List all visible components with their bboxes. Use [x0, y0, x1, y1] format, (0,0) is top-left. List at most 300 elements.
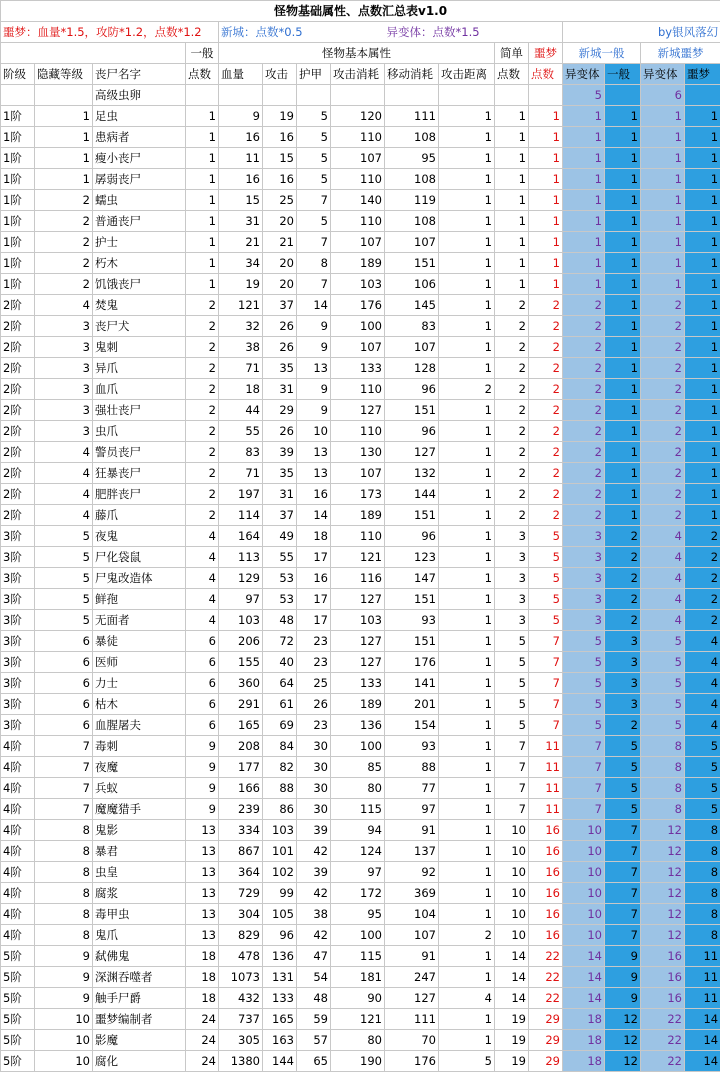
cell-attack-cost: 97 [331, 862, 385, 883]
cell-stage: 1阶 [1, 106, 35, 127]
cell-hidden-level: 7 [35, 736, 93, 757]
cell-hidden-level: 5 [35, 547, 93, 568]
cell-nc-normal: 7 [605, 841, 641, 862]
cell-attack: 16 [263, 169, 297, 190]
cell-armor: 48 [297, 988, 331, 1009]
cell-hidden-level: 3 [35, 379, 93, 400]
cell-move-cost: 97 [385, 799, 439, 820]
cell-move-cost: 96 [385, 526, 439, 547]
group-header-base-attrs: 怪物基本属性 [219, 43, 495, 64]
cell-zombie-name: 医师 [93, 652, 186, 673]
cell-points: 2 [186, 295, 219, 316]
new-city-multiplier-note: 新城：点数*0.5 [219, 22, 385, 43]
cell-hidden-level: 2 [35, 211, 93, 232]
cell-attack-cost: 110 [331, 379, 385, 400]
cell-nc-normal: 1 [605, 379, 641, 400]
cell-attack-range: 1 [439, 589, 495, 610]
table-row [1, 568, 720, 589]
cell-hidden-level: 10 [35, 1009, 93, 1030]
cell-nc-normal: 2 [605, 589, 641, 610]
cell-nm-nightmare: 1 [685, 400, 720, 421]
cell-stage: 3阶 [1, 694, 35, 715]
cell-move-cost: 70 [385, 1030, 439, 1051]
cell-nc-mutant: 7 [563, 736, 605, 757]
cell-hidden-level: 4 [35, 484, 93, 505]
cell-hp: 32 [219, 316, 263, 337]
cell-move-cost: 104 [385, 904, 439, 925]
cell-hidden-level: 5 [35, 568, 93, 589]
cell-easy-points: 1 [495, 106, 529, 127]
cell-attack-range: 1 [439, 337, 495, 358]
cell-nightmare-points: 29 [529, 1051, 563, 1072]
cell-armor: 13 [297, 358, 331, 379]
cell-easy-points: 3 [495, 526, 529, 547]
cell-nc-mutant: 5 [563, 673, 605, 694]
cell-nm-mutant: 22 [641, 1030, 685, 1051]
cell-nightmare-points: 22 [529, 967, 563, 988]
cell-zombie-name: 魔魔猎手 [93, 799, 186, 820]
cell-hidden-level: 5 [35, 526, 93, 547]
cell-armor: 17 [297, 610, 331, 631]
cell-nm-mutant: 2 [641, 442, 685, 463]
cell-nightmare-points: 5 [529, 547, 563, 568]
cell-easy-points: 19 [495, 1030, 529, 1051]
cell-nc-mutant: 1 [563, 211, 605, 232]
cell-attack-cost: 100 [331, 316, 385, 337]
cell-attack-cost: 189 [331, 253, 385, 274]
cell-hidden-level: 3 [35, 337, 93, 358]
cell-attack-range: 5 [439, 1051, 495, 1072]
cell-attack-range: 1 [439, 316, 495, 337]
cell-hp: 164 [219, 526, 263, 547]
cell-attack-cost: 103 [331, 610, 385, 631]
cell-nc-mutant: 1 [563, 274, 605, 295]
cell-easy-points: 3 [495, 589, 529, 610]
cell-nightmare-points: 22 [529, 988, 563, 1009]
group-header-normal: 一般 [186, 43, 219, 64]
cell-nc-mutant: 18 [563, 1051, 605, 1072]
cell-nc-mutant: 1 [563, 169, 605, 190]
cell-attack-range: 1 [439, 442, 495, 463]
cell-move-cost: 108 [385, 169, 439, 190]
cell-attack-range: 1 [439, 127, 495, 148]
cell-move-cost: 123 [385, 547, 439, 568]
cell-hidden-level: 2 [35, 190, 93, 211]
cell-nc-mutant: 1 [563, 190, 605, 211]
cell-attack-range: 1 [439, 673, 495, 694]
cell-nm-nightmare: 1 [685, 253, 720, 274]
cell-zombie-name: 丧尸犬 [93, 316, 186, 337]
cell-attack-range: 1 [439, 757, 495, 778]
cell-easy-points: 14 [495, 988, 529, 1009]
cell-hp: 291 [219, 694, 263, 715]
cell-easy-points: 3 [495, 547, 529, 568]
cell-nm-nightmare: 1 [685, 295, 720, 316]
cell-nc-mutant: 2 [563, 337, 605, 358]
cell-zombie-name: 藤爪 [93, 505, 186, 526]
cell-attack-cost: 115 [331, 946, 385, 967]
cell-attack: 61 [263, 694, 297, 715]
cell-armor: 5 [297, 148, 331, 169]
cell-nightmare-points: 16 [529, 883, 563, 904]
table-row [1, 463, 720, 484]
cell-attack-cost: 85 [331, 757, 385, 778]
cell-move-cost: 93 [385, 736, 439, 757]
cell-armor: 17 [297, 589, 331, 610]
cell-attack: 26 [263, 337, 297, 358]
cell-move-cost: 147 [385, 568, 439, 589]
cell-easy-points: 1 [495, 211, 529, 232]
cell-nm-nightmare: 1 [685, 106, 720, 127]
cell-hp: 103 [219, 610, 263, 631]
cell-nm-nightmare: 5 [685, 778, 720, 799]
cell-attack-range: 2 [439, 925, 495, 946]
group-header-nightmare: 噩梦 [529, 43, 563, 64]
cell-nm-nightmare: 14 [685, 1030, 720, 1051]
cell-zombie-name: 朽木 [93, 253, 186, 274]
cell-stage: 3阶 [1, 652, 35, 673]
cell-attack-cost: 130 [331, 442, 385, 463]
cell-points: 2 [186, 337, 219, 358]
cell-easy-points: 2 [495, 421, 529, 442]
cell-stage: 3阶 [1, 610, 35, 631]
cell-nm-nightmare: 1 [685, 169, 720, 190]
egg-blank [263, 85, 297, 106]
cell-points: 9 [186, 736, 219, 757]
cell-nm-mutant: 12 [641, 820, 685, 841]
cell-zombie-name: 鲜孢 [93, 589, 186, 610]
cell-nm-nightmare: 1 [685, 337, 720, 358]
cell-armor: 9 [297, 400, 331, 421]
table-row [1, 589, 720, 610]
cell-nc-normal: 1 [605, 463, 641, 484]
cell-nc-normal: 1 [605, 400, 641, 421]
cell-nc-normal: 1 [605, 505, 641, 526]
cell-attack-cost: 107 [331, 463, 385, 484]
cell-attack-cost: 80 [331, 1030, 385, 1051]
cell-nc-normal: 9 [605, 988, 641, 1009]
cell-attack-cost: 173 [331, 484, 385, 505]
cell-nightmare-points: 5 [529, 589, 563, 610]
cell-points: 2 [186, 484, 219, 505]
cell-nc-mutant: 7 [563, 778, 605, 799]
cell-attack: 20 [263, 253, 297, 274]
group-header-blank [1, 43, 186, 64]
cell-hp: 113 [219, 547, 263, 568]
cell-nc-mutant: 2 [563, 463, 605, 484]
cell-nc-normal: 5 [605, 778, 641, 799]
cell-attack-range: 1 [439, 883, 495, 904]
cell-attack-range: 1 [439, 736, 495, 757]
cell-nc-mutant: 10 [563, 883, 605, 904]
cell-nm-nightmare: 4 [685, 631, 720, 652]
cell-nc-mutant: 14 [563, 988, 605, 1009]
cell-nm-mutant: 4 [641, 589, 685, 610]
cell-nightmare-points: 7 [529, 631, 563, 652]
cell-hidden-level: 7 [35, 778, 93, 799]
cell-move-cost: 95 [385, 148, 439, 169]
cell-nc-mutant: 2 [563, 316, 605, 337]
cell-attack: 136 [263, 946, 297, 967]
cell-attack-range: 1 [439, 1030, 495, 1051]
cell-hidden-level: 3 [35, 400, 93, 421]
egg-blank [495, 85, 529, 106]
cell-armor: 17 [297, 547, 331, 568]
cell-nightmare-points: 1 [529, 169, 563, 190]
cell-nc-normal: 7 [605, 883, 641, 904]
cell-zombie-name: 深渊吞噬者 [93, 967, 186, 988]
cell-attack-cost: 107 [331, 232, 385, 253]
col-header-nm-mutant: 异变体 [641, 64, 685, 85]
cell-nightmare-points: 7 [529, 673, 563, 694]
cell-nc-normal: 2 [605, 526, 641, 547]
cell-armor: 16 [297, 568, 331, 589]
cell-nc-normal: 1 [605, 232, 641, 253]
cell-nm-mutant: 8 [641, 778, 685, 799]
cell-zombie-name: 弑佛鬼 [93, 946, 186, 967]
cell-stage: 3阶 [1, 568, 35, 589]
cell-stage: 4阶 [1, 883, 35, 904]
cell-nm-mutant: 2 [641, 295, 685, 316]
cell-nc-mutant: 18 [563, 1030, 605, 1051]
cell-zombie-name: 焚鬼 [93, 295, 186, 316]
col-header-move-cost: 移动消耗 [385, 64, 439, 85]
cell-hp: 114 [219, 505, 263, 526]
cell-attack: 84 [263, 736, 297, 757]
cell-armor: 7 [297, 274, 331, 295]
cell-attack: 133 [263, 988, 297, 1009]
cell-stage: 3阶 [1, 589, 35, 610]
cell-armor: 30 [297, 778, 331, 799]
cell-nc-normal: 1 [605, 148, 641, 169]
cell-move-cost: 88 [385, 757, 439, 778]
cell-attack-range: 1 [439, 274, 495, 295]
cell-move-cost: 96 [385, 421, 439, 442]
cell-attack-cost: 95 [331, 904, 385, 925]
cell-points: 4 [186, 526, 219, 547]
cell-attack-range: 1 [439, 715, 495, 736]
cell-nm-mutant: 5 [641, 652, 685, 673]
cell-attack-range: 1 [439, 295, 495, 316]
cell-armor: 23 [297, 631, 331, 652]
cell-attack-cost: 115 [331, 799, 385, 820]
cell-easy-points: 1 [495, 190, 529, 211]
cell-move-cost: 151 [385, 589, 439, 610]
cell-nightmare-points: 5 [529, 610, 563, 631]
cell-nm-mutant: 4 [641, 526, 685, 547]
cell-nm-nightmare: 1 [685, 463, 720, 484]
cell-stage: 3阶 [1, 715, 35, 736]
cell-zombie-name: 腐浆 [93, 883, 186, 904]
table-row [1, 1030, 720, 1051]
cell-hidden-level: 1 [35, 148, 93, 169]
cell-move-cost: 93 [385, 610, 439, 631]
cell-hp: 121 [219, 295, 263, 316]
cell-nc-mutant: 7 [563, 757, 605, 778]
cell-attack-range: 1 [439, 1009, 495, 1030]
cell-nm-mutant: 2 [641, 484, 685, 505]
egg-blank [331, 85, 385, 106]
title-row [1, 1, 720, 22]
cell-attack-cost: 133 [331, 358, 385, 379]
cell-armor: 38 [297, 904, 331, 925]
cell-move-cost: 111 [385, 1009, 439, 1030]
cell-armor: 16 [297, 484, 331, 505]
cell-hp: 15 [219, 190, 263, 211]
cell-nc-mutant: 3 [563, 589, 605, 610]
cell-nc-mutant: 2 [563, 484, 605, 505]
cell-attack-cost: 140 [331, 190, 385, 211]
cell-easy-points: 1 [495, 232, 529, 253]
cell-nm-mutant: 5 [641, 631, 685, 652]
cell-attack-range: 1 [439, 211, 495, 232]
cell-easy-points: 7 [495, 736, 529, 757]
cell-zombie-name: 饥饿丧尸 [93, 274, 186, 295]
cell-easy-points: 5 [495, 694, 529, 715]
cell-nm-mutant: 8 [641, 799, 685, 820]
cell-zombie-name: 尸化袋鼠 [93, 547, 186, 568]
cell-points: 24 [186, 1009, 219, 1030]
cell-nc-normal: 5 [605, 799, 641, 820]
cell-attack: 16 [263, 127, 297, 148]
cell-stage: 1阶 [1, 127, 35, 148]
cell-points: 1 [186, 127, 219, 148]
cell-attack: 163 [263, 1030, 297, 1051]
egg-blank [605, 85, 641, 106]
cell-points: 6 [186, 694, 219, 715]
cell-nm-nightmare: 8 [685, 820, 720, 841]
cell-nc-mutant: 14 [563, 967, 605, 988]
col-header-armor: 护甲 [297, 64, 331, 85]
cell-easy-points: 2 [495, 463, 529, 484]
cell-stage: 1阶 [1, 274, 35, 295]
col-header-zombie-name: 丧尸名字 [93, 64, 186, 85]
cell-zombie-name: 瘦小丧尸 [93, 148, 186, 169]
table-row [1, 358, 720, 379]
cell-nightmare-points: 29 [529, 1009, 563, 1030]
col-header-attack: 攻击 [263, 64, 297, 85]
cell-attack-range: 1 [439, 568, 495, 589]
cell-nc-mutant: 10 [563, 862, 605, 883]
info-row [1, 22, 720, 43]
cell-zombie-name: 强壮丧尸 [93, 400, 186, 421]
cell-nc-mutant: 10 [563, 925, 605, 946]
cell-hp: 305 [219, 1030, 263, 1051]
cell-stage: 2阶 [1, 463, 35, 484]
cell-hp: 197 [219, 484, 263, 505]
cell-nc-normal: 7 [605, 820, 641, 841]
cell-armor: 14 [297, 295, 331, 316]
cell-attack-cost: 103 [331, 274, 385, 295]
nightmare-multiplier-note: 噩梦：血量*1.5，攻防*1.2，点数*1.2 [1, 22, 219, 43]
cell-zombie-name: 异爪 [93, 358, 186, 379]
cell-nm-nightmare: 5 [685, 799, 720, 820]
cell-nm-nightmare: 11 [685, 967, 720, 988]
cell-easy-points: 5 [495, 652, 529, 673]
cell-move-cost: 107 [385, 232, 439, 253]
author-credit: by银风落幻 [563, 22, 720, 43]
cell-nm-nightmare: 5 [685, 736, 720, 757]
cell-nightmare-points: 2 [529, 463, 563, 484]
cell-hidden-level: 2 [35, 274, 93, 295]
cell-nc-mutant: 10 [563, 841, 605, 862]
cell-hidden-level: 7 [35, 799, 93, 820]
cell-points: 1 [186, 148, 219, 169]
cell-points: 13 [186, 841, 219, 862]
cell-zombie-name: 兵蚁 [93, 778, 186, 799]
cell-nc-normal: 1 [605, 484, 641, 505]
cell-nightmare-points: 1 [529, 211, 563, 232]
cell-easy-points: 2 [495, 316, 529, 337]
cell-points: 18 [186, 946, 219, 967]
cell-hp: 129 [219, 568, 263, 589]
cell-nc-normal: 3 [605, 694, 641, 715]
table-row [1, 967, 720, 988]
cell-move-cost: 151 [385, 505, 439, 526]
table-row [1, 904, 720, 925]
cell-points: 13 [186, 820, 219, 841]
cell-attack: 21 [263, 232, 297, 253]
cell-stage: 1阶 [1, 232, 35, 253]
cell-points: 1 [186, 211, 219, 232]
cell-nc-normal: 5 [605, 736, 641, 757]
cell-hp: 55 [219, 421, 263, 442]
egg-blank [685, 85, 720, 106]
table-row [1, 820, 720, 841]
cell-nc-normal: 9 [605, 946, 641, 967]
cell-nm-nightmare: 5 [685, 757, 720, 778]
egg-blank [1, 85, 35, 106]
table-row [1, 778, 720, 799]
cell-nm-nightmare: 2 [685, 589, 720, 610]
cell-hidden-level: 6 [35, 694, 93, 715]
cell-attack-cost: 127 [331, 652, 385, 673]
cell-nc-normal: 1 [605, 253, 641, 274]
cell-points: 4 [186, 610, 219, 631]
cell-nc-normal: 1 [605, 358, 641, 379]
cell-nc-mutant: 2 [563, 295, 605, 316]
cell-armor: 47 [297, 946, 331, 967]
cell-stage: 3阶 [1, 526, 35, 547]
cell-nm-nightmare: 8 [685, 883, 720, 904]
cell-nm-nightmare: 4 [685, 715, 720, 736]
cell-nm-mutant: 12 [641, 862, 685, 883]
cell-attack: 72 [263, 631, 297, 652]
cell-zombie-name: 虫爪 [93, 421, 186, 442]
table-row [1, 715, 720, 736]
cell-hp: 11 [219, 148, 263, 169]
egg-blank [35, 85, 93, 106]
cell-hidden-level: 6 [35, 673, 93, 694]
mutant-multiplier-note: 异变体：点数*1.5 [385, 22, 563, 43]
cell-nightmare-points: 16 [529, 841, 563, 862]
cell-points: 4 [186, 589, 219, 610]
cell-nightmare-points: 7 [529, 694, 563, 715]
cell-nc-normal: 1 [605, 127, 641, 148]
cell-hp: 16 [219, 127, 263, 148]
cell-nightmare-points: 2 [529, 295, 563, 316]
egg-nc-mutant: 5 [563, 85, 605, 106]
table-row [1, 652, 720, 673]
cell-move-cost: 106 [385, 274, 439, 295]
cell-move-cost: 151 [385, 631, 439, 652]
cell-nm-mutant: 1 [641, 127, 685, 148]
cell-armor: 57 [297, 1030, 331, 1051]
cell-attack-range: 1 [439, 106, 495, 127]
cell-attack-cost: 107 [331, 148, 385, 169]
cell-nightmare-points: 2 [529, 505, 563, 526]
cell-attack: 48 [263, 610, 297, 631]
